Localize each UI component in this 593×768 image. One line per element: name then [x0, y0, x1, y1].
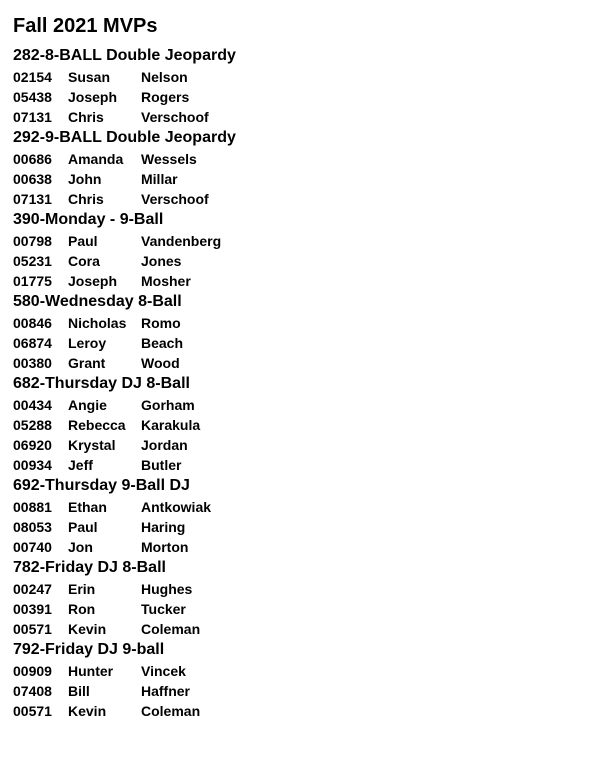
- player-last-name: Verschoof: [141, 109, 209, 125]
- player-id: 06920: [13, 437, 52, 453]
- player-row: [13, 87, 583, 107]
- player-last-name: Wessels: [141, 151, 197, 167]
- player-first-name: Leroy: [68, 335, 107, 351]
- player-last-name: Butler: [141, 457, 182, 473]
- player-first-name: Rebecca: [68, 417, 126, 433]
- player-id: 06874: [13, 335, 52, 351]
- player-first-name: Paul: [68, 519, 98, 535]
- player-id: 00380: [13, 355, 52, 371]
- player-id: 07131: [13, 109, 52, 125]
- player-id: 00391: [13, 601, 52, 617]
- player-last-name: Coleman: [141, 621, 201, 637]
- player-id: 00798: [13, 233, 52, 249]
- player-id: 00909: [13, 663, 52, 679]
- player-id: 02154: [13, 69, 52, 85]
- player-first-name: Jon: [68, 539, 93, 555]
- player-first-name: Susan: [68, 69, 111, 85]
- division-heading: 580-Wednesday 8-Ball: [13, 293, 182, 310]
- division-heading: 692-Thursday 9-Ball DJ: [13, 477, 190, 494]
- player-row: [13, 537, 583, 557]
- player-id: 05231: [13, 253, 52, 269]
- player-row: [13, 661, 583, 681]
- player-first-name: John: [68, 171, 102, 187]
- player-last-name: Morton: [141, 539, 189, 555]
- player-id: 00247: [13, 581, 52, 597]
- player-first-name: Nicholas: [68, 315, 127, 331]
- player-last-name: Millar: [141, 171, 178, 187]
- player-first-name: Paul: [68, 233, 98, 249]
- player-first-name: Amanda: [68, 151, 124, 167]
- player-last-name: Jones: [141, 253, 182, 269]
- player-id: 00934: [13, 457, 52, 473]
- player-id: 05438: [13, 89, 52, 105]
- division-list: [13, 45, 583, 721]
- player-id: 00571: [13, 621, 52, 637]
- player-last-name: Tucker: [141, 601, 186, 617]
- player-first-name: Bill: [68, 683, 90, 699]
- division-heading: 782-Friday DJ 8-Ball: [13, 559, 166, 576]
- division-section: [13, 127, 583, 209]
- player-row: [13, 333, 583, 353]
- player-id: 00881: [13, 499, 52, 515]
- player-row: [13, 497, 583, 517]
- player-first-name: Krystal: [68, 437, 116, 453]
- player-id: 00434: [13, 397, 52, 413]
- division-heading: 682-Thursday DJ 8-Ball: [13, 375, 190, 392]
- player-last-name: Coleman: [141, 703, 201, 719]
- player-row: [13, 455, 583, 475]
- player-row: [13, 415, 583, 435]
- player-first-name: Ethan: [68, 499, 107, 515]
- player-first-name: Kevin: [68, 703, 107, 719]
- player-first-name: Ron: [68, 601, 96, 617]
- player-row: [13, 169, 583, 189]
- division-heading: 282-8-BALL Double Jeopardy: [13, 47, 236, 64]
- player-id: 07131: [13, 191, 52, 207]
- division-section: [13, 45, 583, 127]
- player-first-name: Joseph: [68, 273, 118, 289]
- player-last-name: Gorham: [141, 397, 195, 413]
- player-row: [13, 353, 583, 373]
- player-last-name: Rogers: [141, 89, 190, 105]
- player-first-name: Grant: [68, 355, 106, 371]
- player-row: [13, 107, 583, 127]
- division-section: [13, 639, 583, 721]
- player-last-name: Verschoof: [141, 191, 209, 207]
- player-row: [13, 313, 583, 333]
- division-section: [13, 557, 583, 639]
- player-id: 01775: [13, 273, 52, 289]
- player-row: [13, 599, 583, 619]
- player-first-name: Jeff: [68, 457, 93, 473]
- page-title: Fall 2021 MVPs: [13, 15, 158, 37]
- player-last-name: Jordan: [141, 437, 188, 453]
- player-first-name: Kevin: [68, 621, 107, 637]
- player-first-name: Joseph: [68, 89, 118, 105]
- player-id: 00686: [13, 151, 52, 167]
- division-section: [13, 209, 583, 291]
- division-section: [13, 475, 583, 557]
- player-first-name: Hunter: [68, 663, 114, 679]
- player-last-name: Romo: [141, 315, 181, 331]
- player-last-name: Hughes: [141, 581, 193, 597]
- player-id: 00638: [13, 171, 52, 187]
- player-row: [13, 251, 583, 271]
- player-last-name: Karakula: [141, 417, 201, 433]
- division-section: [13, 291, 583, 373]
- player-row: [13, 395, 583, 415]
- player-row: [13, 67, 583, 87]
- player-id: 00571: [13, 703, 52, 719]
- player-id: 08053: [13, 519, 52, 535]
- player-row: [13, 701, 583, 721]
- division-heading: 292-9-BALL Double Jeopardy: [13, 129, 236, 146]
- player-first-name: Chris: [68, 109, 104, 125]
- player-row: [13, 271, 583, 291]
- player-row: [13, 619, 583, 639]
- player-id: 07408: [13, 683, 52, 699]
- player-last-name: Vandenberg: [141, 233, 222, 249]
- player-id: 00740: [13, 539, 52, 555]
- player-row: [13, 579, 583, 599]
- player-first-name: Erin: [68, 581, 96, 597]
- player-id: 00846: [13, 315, 52, 331]
- player-last-name: Mosher: [141, 273, 191, 289]
- player-last-name: Haffner: [141, 683, 191, 699]
- division-heading: 390-Monday - 9-Ball: [13, 211, 164, 228]
- player-first-name: Angie: [68, 397, 107, 413]
- player-row: [13, 681, 583, 701]
- player-row: [13, 231, 583, 251]
- player-last-name: Wood: [141, 355, 180, 371]
- player-row: [13, 517, 583, 537]
- division-heading: 792-Friday DJ 9-ball: [13, 641, 165, 658]
- player-last-name: Antkowiak: [141, 499, 212, 515]
- player-first-name: Cora: [68, 253, 100, 269]
- player-id: 05288: [13, 417, 52, 433]
- player-last-name: Beach: [141, 335, 184, 351]
- player-first-name: Chris: [68, 191, 104, 207]
- player-row: [13, 435, 583, 455]
- player-row: [13, 149, 583, 169]
- mvp-document: [13, 14, 583, 721]
- player-last-name: Vincek: [141, 663, 186, 679]
- player-last-name: Haring: [141, 519, 186, 535]
- player-last-name: Nelson: [141, 69, 188, 85]
- division-section: [13, 373, 583, 475]
- player-row: [13, 189, 583, 209]
